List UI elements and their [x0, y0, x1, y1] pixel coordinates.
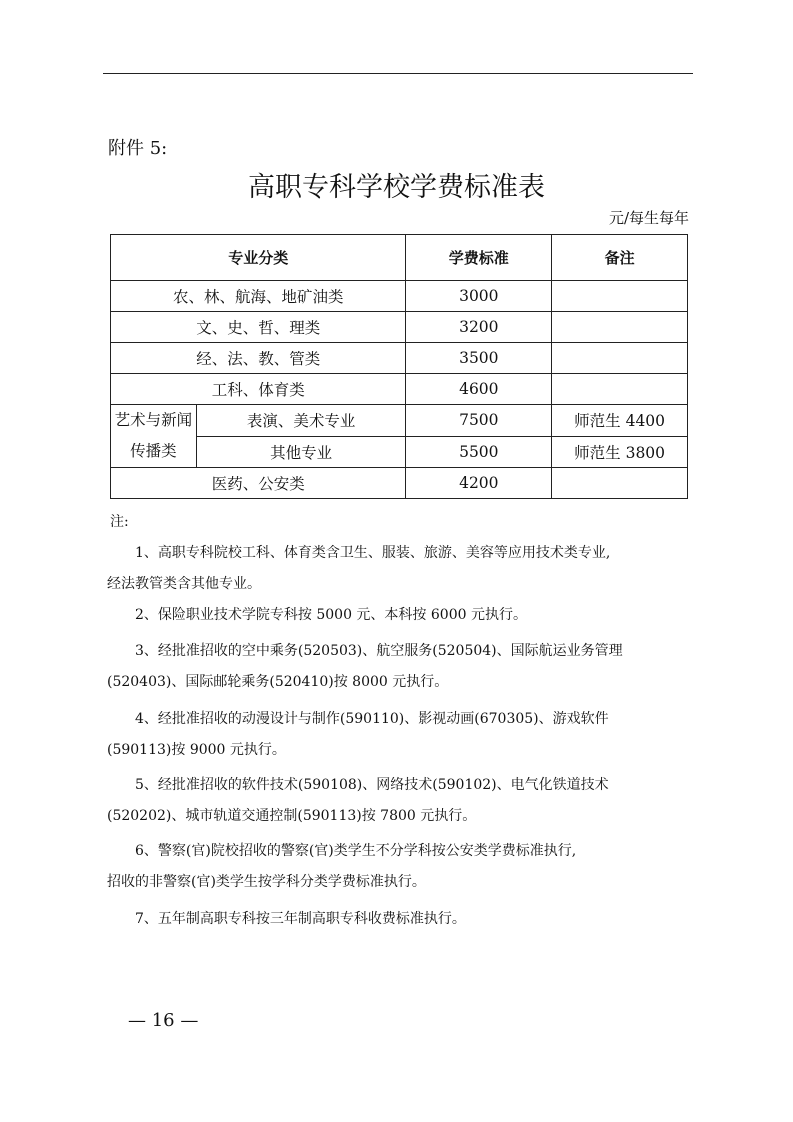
row-category: 工科、体育类: [111, 374, 406, 405]
row-subcategory: 其他专业: [196, 436, 406, 468]
note-line: 招收的非警察(官)类学生按学科分类学费标准执行。: [107, 874, 426, 890]
header-category: 专业分类: [111, 235, 406, 281]
table-row: [111, 468, 688, 499]
row-note: 师范生 4400: [552, 405, 688, 437]
notes-title: 注:: [110, 514, 129, 530]
note-item: [107, 704, 692, 766]
row-note: [552, 343, 688, 374]
note-item: [107, 636, 692, 698]
row-note: [552, 468, 688, 499]
note-line: 2、保险职业技术学院专科按 5000 元、本科按 6000 元执行。: [135, 607, 527, 623]
header-fee: 学费标准: [406, 235, 552, 281]
row-category: 医药、公安类: [111, 468, 406, 499]
note-line: 5、经批准招收的软件技术(590108)、网络技术(590102)、电气化铁道技术: [135, 777, 609, 793]
note-line: (520202)、城市轨道交通控制(590113)按 7800 元执行。: [107, 808, 477, 824]
row-subcategory: 表演、美术专业: [196, 405, 406, 437]
document-title: 高职专科学校学费标准表: [248, 172, 545, 203]
note-line: (520403)、国际邮轮乘务(520410)按 8000 元执行。: [107, 674, 449, 690]
table-row: [111, 436, 688, 468]
note-line: 7、五年制高职专科按三年制高职专科收费标准执行。: [135, 911, 466, 927]
header-note: 备注: [552, 235, 688, 281]
note-item: [107, 770, 692, 832]
note-line: 3、经批准招收的空中乘务(520503)、航空服务(520504)、国际航运业务管理: [135, 643, 623, 659]
unit-label: 元/每生每年: [608, 209, 689, 227]
note-line: 4、经批准招收的动漫设计与制作(590110)、影视动画(670305)、游戏软件: [135, 711, 609, 727]
row-fee: 7500: [406, 405, 552, 437]
fee-table: [110, 234, 688, 499]
note-item: [107, 538, 692, 600]
row-fee: 3500: [406, 343, 552, 374]
row-note: 师范生 3800: [552, 436, 688, 468]
table-row: [111, 281, 688, 312]
table-row: [111, 374, 688, 405]
table-header-row: [111, 235, 688, 281]
table-row: [111, 343, 688, 374]
row-fee: 4200: [406, 468, 552, 499]
attachment-label: 附件 5:: [108, 138, 168, 159]
row-fee: 4600: [406, 374, 552, 405]
page-number: — 16 —: [128, 1010, 199, 1031]
art-group-label: 艺术与新闻传播类: [111, 405, 197, 468]
table-row: [111, 405, 688, 437]
row-note: [552, 281, 688, 312]
note-line: 经法教管类含其他专业。: [107, 576, 261, 592]
note-item: [107, 600, 692, 631]
row-fee: 5500: [406, 436, 552, 468]
row-note: [552, 312, 688, 343]
header-rule: [103, 73, 693, 74]
note-line: 1、高职专科院校工科、体育类含卫生、服装、旅游、美容等应用技术类专业,: [135, 545, 611, 561]
row-note: [552, 374, 688, 405]
note-item: [107, 836, 692, 898]
note-line: (590113)按 9000 元执行。: [107, 742, 286, 758]
row-category: 经、法、教、管类: [111, 343, 406, 374]
note-item: [107, 904, 692, 935]
note-line: 6、警察(官)院校招收的警察(官)类学生不分学科按公安类学费标准执行,: [135, 843, 577, 859]
row-fee: 3200: [406, 312, 552, 343]
row-category: 农、林、航海、地矿油类: [111, 281, 406, 312]
row-category: 文、史、哲、理类: [111, 312, 406, 343]
table-row: [111, 312, 688, 343]
row-fee: 3000: [406, 281, 552, 312]
